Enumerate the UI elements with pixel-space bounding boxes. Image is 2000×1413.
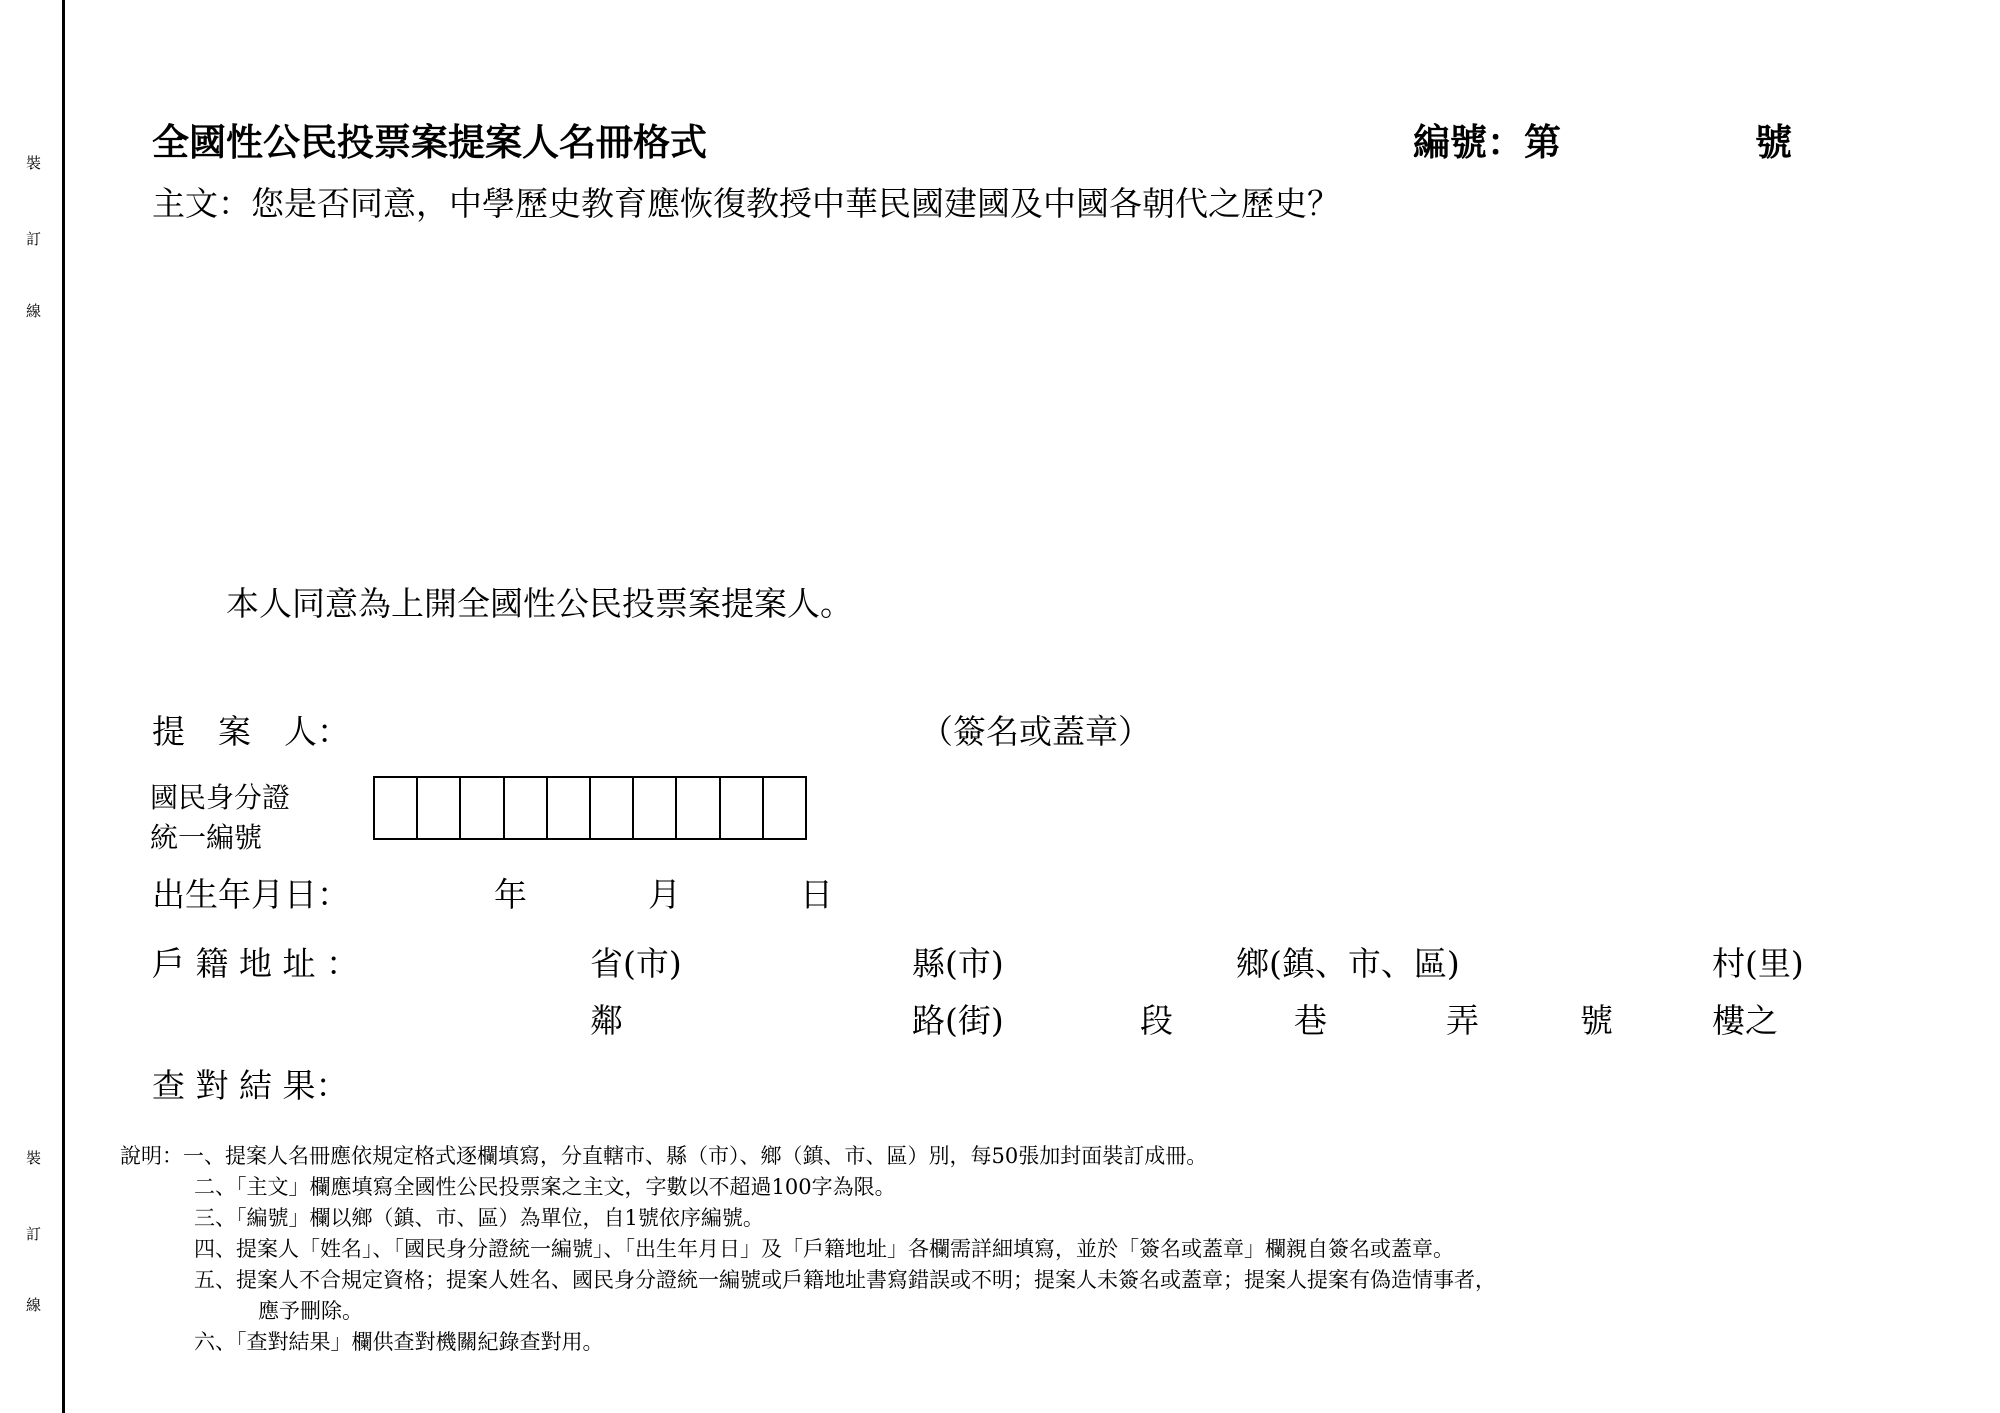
addr-village: 村(里) [1712, 944, 1804, 983]
id-box[interactable] [634, 778, 677, 838]
id-box[interactable] [505, 778, 548, 838]
note-2: 二、「主文」欄應填寫全國性公民投票案之主文，字數以不超過100字為限。 [194, 1175, 896, 1199]
addr-floor: 樓之 [1712, 1001, 1778, 1040]
consent-statement: 本人同意為上開全國性公民投票案提案人。 [226, 584, 853, 623]
id-box[interactable] [677, 778, 720, 838]
margin-char-bottom-1: 裝 [26, 1149, 42, 1167]
addr-county: 縣(市) [912, 944, 1004, 983]
signature-hint: （簽名或蓋章） [920, 712, 1151, 751]
addr-province: 省(市) [590, 944, 682, 983]
id-number-boxes[interactable] [373, 776, 807, 840]
id-box[interactable] [721, 778, 764, 838]
id-box[interactable] [461, 778, 504, 838]
note-1: 說明：一、提案人名冊應依規定格式逐欄填寫，分直轄市、縣（市）、鄉（鎮、市、區）別，每50張加封面裝訂成冊。 [120, 1144, 1208, 1168]
birth-day: 日 [800, 875, 833, 914]
note-6: 六、「查對結果」欄供查對機關紀錄查對用。 [194, 1330, 604, 1354]
margin-char-top-1: 裝 [26, 154, 42, 172]
check-result-label: 查 對 結 果： [152, 1066, 349, 1105]
id-box[interactable] [418, 778, 461, 838]
margin-char-bottom-2: 訂 [26, 1225, 42, 1243]
id-box[interactable] [764, 778, 805, 838]
id-label-line2: 統一編號 [150, 821, 263, 854]
id-label-line1: 國民身分證 [150, 781, 291, 814]
margin-char-top-3: 線 [26, 302, 42, 320]
note-5: 五、提案人不合規定資格；提案人姓名、國民身分證統一編號或戶籍地址書寫錯誤或不明；提案人未簽名或蓋章；提案人提案有偽造情事者， [194, 1268, 1496, 1292]
address-label: 戶 籍 地 址 ： [152, 944, 359, 983]
main-text: 主文：您是否同意，中學歷史教育應恢復教授中華民國建國及中國各朝代之歷史？ [152, 184, 1340, 223]
note-5-continued: 應予刪除。 [258, 1299, 363, 1323]
addr-township: 鄉(鎮、市、區) [1236, 944, 1460, 983]
addr-lane: 巷 [1294, 1001, 1327, 1040]
number-suffix: 號 [1755, 121, 1792, 164]
addr-section: 段 [1140, 1001, 1173, 1040]
margin-char-bottom-3: 線 [26, 1296, 42, 1314]
addr-number: 號 [1580, 1001, 1613, 1040]
birth-year: 年 [494, 875, 527, 914]
id-box[interactable] [591, 778, 634, 838]
addr-alley: 弄 [1446, 1001, 1479, 1040]
birth-month: 月 [648, 875, 681, 914]
page-title: 全國性公民投票案提案人名冊格式 [152, 121, 707, 164]
id-box[interactable] [548, 778, 591, 838]
id-box[interactable] [375, 778, 418, 838]
note-4: 四、提案人「姓名」、「國民身分證統一編號」、「出生年月日」及「戶籍地址」各欄需詳細填寫，並於「簽名或蓋章」欄親自簽名或蓋章。 [194, 1237, 1454, 1261]
addr-neighborhood: 鄰 [590, 1001, 623, 1040]
note-3: 三、「編號」欄以鄉（鎮、市、區）為單位，自1號依序編號。 [194, 1206, 764, 1230]
binding-line [62, 0, 65, 1413]
number-label: 編號：第 [1413, 121, 1561, 164]
birth-label: 出生年月日： [152, 875, 350, 914]
addr-road: 路(街) [912, 1001, 1004, 1040]
proposer-label: 提 案 人： [152, 712, 350, 751]
margin-char-top-2: 訂 [26, 230, 42, 248]
